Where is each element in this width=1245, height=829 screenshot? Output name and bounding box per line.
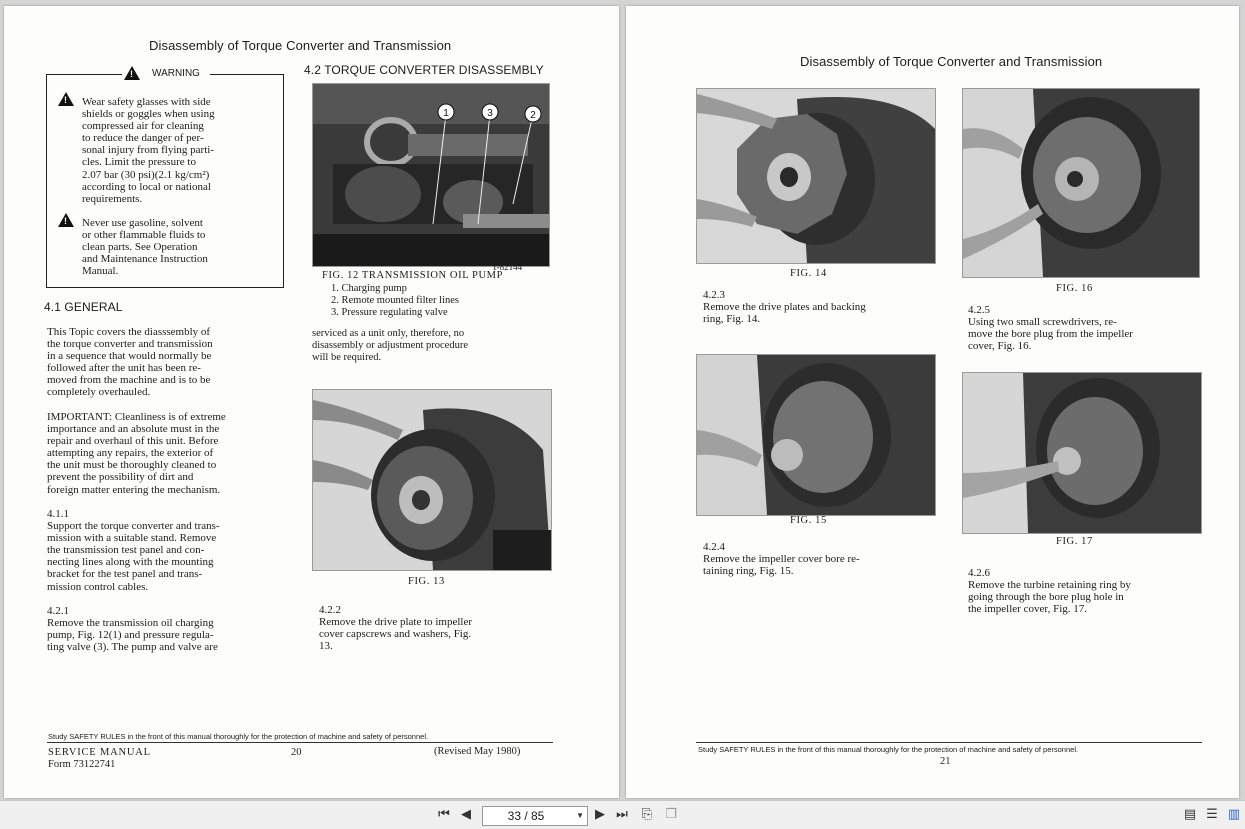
fig-12-photo: [312, 83, 550, 267]
fig-17-caption: FIG. 17: [1056, 536, 1093, 547]
section-4-2-6-text: 4.2.6 Remove the turbine retaining ring by going through the bore plug hole in the impeller cover, Fig. 17.: [968, 567, 1131, 616]
important-text: IMPORTANT: Cleanliness is of extreme importance and an absolute must in the repair and overhaul of this unit. Before attempting any repairs, the exterior of the unit must be thoroughly cleaned to prevent the possibility of dirt and foreign matter entering the mechanism.: [47, 411, 226, 496]
fig-15-photo: [696, 354, 936, 516]
warning-text-1: Wear safety glasses with side shields or goggles when using compressed air for cleaning to reduce the danger of per- sonal injury from flying parti- cles. Limit the pressure to 2.07 bar (30 psi)(2.1 kg/cm²) according to local or national requirements.: [82, 96, 215, 205]
fig-17-photo: [962, 372, 1202, 534]
footer-form: Form 73122741: [48, 759, 116, 770]
page-20: [4, 6, 619, 798]
single-page-view-icon[interactable]: ▤: [1183, 807, 1197, 822]
fig-12-item-2: 2. Remote mounted filter lines: [331, 295, 460, 306]
page-indicator: 33 / 85: [507, 809, 545, 823]
footer-page-number: 21: [940, 756, 951, 767]
section-4-1-1-text: 4.1.1 Support the torque converter and trans- mission with a suitable stand. Remove the transmission test panel and con- necting lines along with the mounting bracket for the test panel and trans- mission control cables.: [47, 508, 220, 593]
section-4-2-title: 4.2 TORQUE CONVERTER DISASSEMBLY: [304, 63, 544, 77]
warning-title: WARNING: [152, 68, 200, 79]
fig-12-callout-2: 2: [530, 110, 536, 121]
fig-12-callout-1: 1: [443, 108, 449, 119]
fig-16-image: [963, 89, 1199, 277]
fig-12-caption: FIG. 12 TRANSMISSION OIL PUMP: [322, 270, 504, 281]
footer-rule: [696, 742, 1202, 743]
footer-page-number: 20: [291, 747, 302, 758]
warning-title-area: [122, 65, 210, 83]
next-page-icon[interactable]: ▶: [595, 807, 605, 822]
fig-14-photo: [696, 88, 936, 264]
footer-rule: [47, 742, 553, 743]
section-4-2-5-text: 4.2.5 Using two small screwdrivers, re- move the bore plug from the impeller cover, Fig. 16.: [968, 304, 1133, 353]
section-4-2-3-text: 4.2.3 Remove the drive plates and backing ring, Fig. 14.: [703, 289, 866, 326]
fig-14-caption: FIG. 14: [790, 268, 827, 279]
two-page-view-icon[interactable]: ▥: [1227, 807, 1241, 822]
first-page-icon[interactable]: ⏮: [438, 807, 450, 822]
section-4-2-4-text: 4.2.4 Remove the impeller cover bore re- taining ring, Fig. 15.: [703, 541, 860, 578]
export-icon[interactable]: ⎘: [641, 807, 653, 822]
section-4-1-title: 4.1 GENERAL: [44, 300, 123, 314]
warning-triangle-icon: [124, 66, 140, 80]
footer-safety-note: Study SAFETY RULES in the front of this manual thoroughly for the protection of machine and safety of personnel.: [48, 732, 429, 741]
fig-13-caption: FIG. 13: [408, 576, 445, 587]
page-selector[interactable]: [482, 806, 588, 826]
page-header: Disassembly of Torque Converter and Transmission: [800, 54, 1103, 69]
fig-16-photo: [962, 88, 1200, 278]
fig-12-image: [313, 84, 549, 266]
continuous-view-icon[interactable]: ☰: [1206, 807, 1218, 822]
warning-triangle-icon: [58, 213, 74, 227]
fig-13-photo: [312, 389, 552, 571]
previous-page-icon[interactable]: ◀: [461, 807, 471, 822]
serviced-text: serviced as a unit only, therefore, no disassembly or adjustment procedure will be required.: [312, 328, 469, 364]
warning-triangle-icon: [58, 92, 74, 106]
fig-14-image: [697, 89, 935, 263]
section-4-2-1-text: 4.2.1 Remove the transmission oil charging pump, Fig. 12(1) and pressure regula- ting valve (3). The pump and valve are: [47, 605, 218, 654]
fig-15-image: [697, 355, 935, 515]
viewer-toolbar: [0, 800, 1245, 829]
chevron-down-icon: ▼: [576, 811, 584, 820]
footer-safety-note: Study SAFETY RULES in the front of this manual thoroughly for the protection of machine and safety of personnel.: [698, 745, 1079, 754]
fig-16-caption: FIG. 16: [1056, 283, 1093, 294]
footer-manual: SERVICE MANUAL: [48, 747, 151, 758]
warning-text-2: Never use gasoline, solvent or other flammable fluids to clean parts. See Operation and Maintenance Instruction Manual.: [82, 217, 208, 278]
fig-13-image: [313, 390, 551, 570]
general-text: This Topic covers the diasssembly of the torque converter and transmission in a sequence that would normally be followed after the unit has been re- moved from the machine and is to be completely overhauled.: [47, 326, 213, 399]
fig-12-item-3: 3. Pressure regulating valve: [331, 307, 448, 318]
page-header: Disassembly of Torque Converter and Transmission: [149, 38, 452, 53]
fig-12-code: T-82144: [492, 262, 523, 272]
page-21: [626, 6, 1239, 798]
fig-17-image: [963, 373, 1201, 533]
last-page-icon[interactable]: ⏭: [616, 807, 628, 822]
footer-revised: (Revised May 1980): [434, 746, 521, 757]
copy-icon[interactable]: ❐: [665, 807, 677, 822]
section-4-2-2-text: 4.2.2 Remove the drive plate to impeller cover capscrews and washers, Fig. 13.: [319, 604, 473, 653]
fig-15-caption: FIG. 15: [790, 515, 827, 526]
fig-12-item-1: 1. Charging pump: [331, 283, 407, 294]
fig-12-callout-3: 3: [487, 108, 493, 119]
